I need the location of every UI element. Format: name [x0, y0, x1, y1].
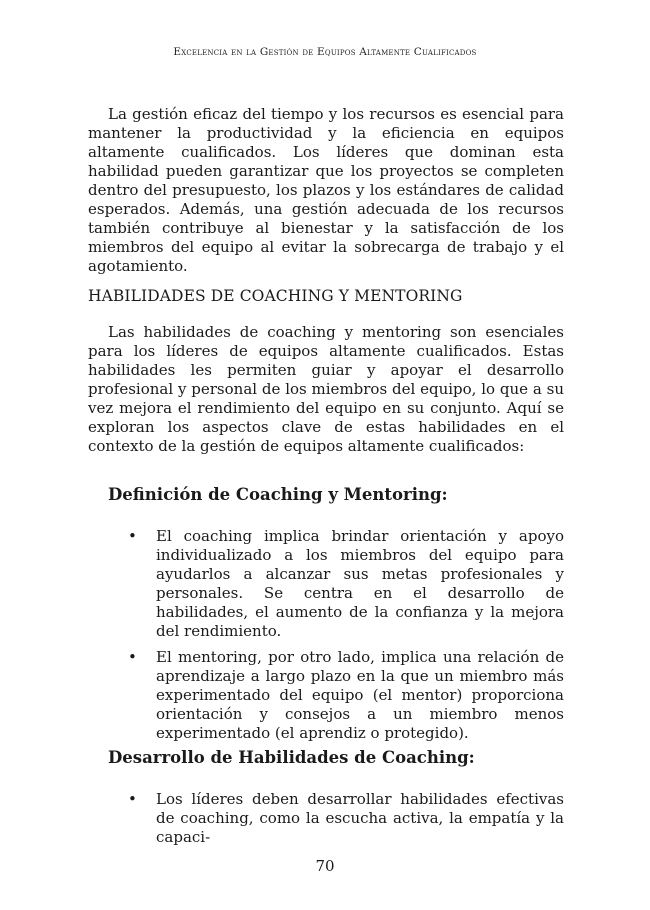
section-heading: HABILIDADES DE COACHING Y MENTORING	[88, 287, 463, 305]
bullet-icon: •	[128, 527, 137, 545]
desarrollo-bullet-list	[128, 790, 564, 854]
bullet-text: Los líderes deben desarrollar habilidades efectivas de coaching, como la escucha activa, la empatía y la capaci-	[156, 790, 564, 846]
bullet-icon: •	[128, 648, 137, 666]
list-item	[128, 527, 564, 641]
subheading-desarrollo: Desarrollo de Habilidades de Coaching:	[108, 748, 475, 767]
bullet-text: El coaching implica brindar orientación y apoyo individualizado a los miembros del equipo para ayudarlos a alcanzar sus metas profesionales y personales. Se centra en el desarrollo de habilidades, el aumento de la confianza y la mejora del rendimiento.	[156, 527, 564, 640]
coaching-intro-block	[88, 323, 564, 456]
list-item	[128, 790, 564, 847]
subheading-definicion: Definición de Coaching y Mentoring:	[108, 485, 448, 504]
running-head: Excelencia en la Gestión de Equipos Altamente Cualificados	[173, 46, 477, 58]
bullet-text: El mentoring, por otro lado, implica una relación de aprendizaje a largo plazo en la que un miembro más experimentado del equipo (el mentor) proporciona orientación y consejos a un miembro menos experimentado (el aprendiz o protegido).	[156, 648, 564, 742]
page-number: 70	[315, 857, 335, 875]
bullet-icon: •	[128, 790, 137, 808]
coaching-intro-paragraph: Las habilidades de coaching y mentoring son esenciales para los líderes de equipos altamente cualificados. Estas habilidades les permiten guiar y apoyar el desarrollo profesional y personal de los miembros del equipo, lo que a su vez mejora el rendimiento del equipo en su conjunto. Aquí se exploran los aspectos clave de estas habilidades en el contexto de la gestión de equipos altamente cualificados:	[88, 323, 564, 455]
definicion-bullet-list	[128, 527, 564, 750]
intro-paragraph: La gestión eficaz del tiempo y los recursos es esencial para mantener la productividad y la eficiencia en equipos altamente cualificados. Los líderes que dominan esta habilidad pueden garantizar que los proyectos se completen dentro del presupuesto, los plazos y los estándares de calidad esperados. Además, una gestión adecuada de los recursos también contribuye al bienestar y la satisfacción de los miembros del equipo al evitar la sobrecarga de trabajo y el agotamiento.	[88, 105, 564, 275]
list-item	[128, 648, 564, 743]
intro-text-block	[88, 105, 564, 276]
